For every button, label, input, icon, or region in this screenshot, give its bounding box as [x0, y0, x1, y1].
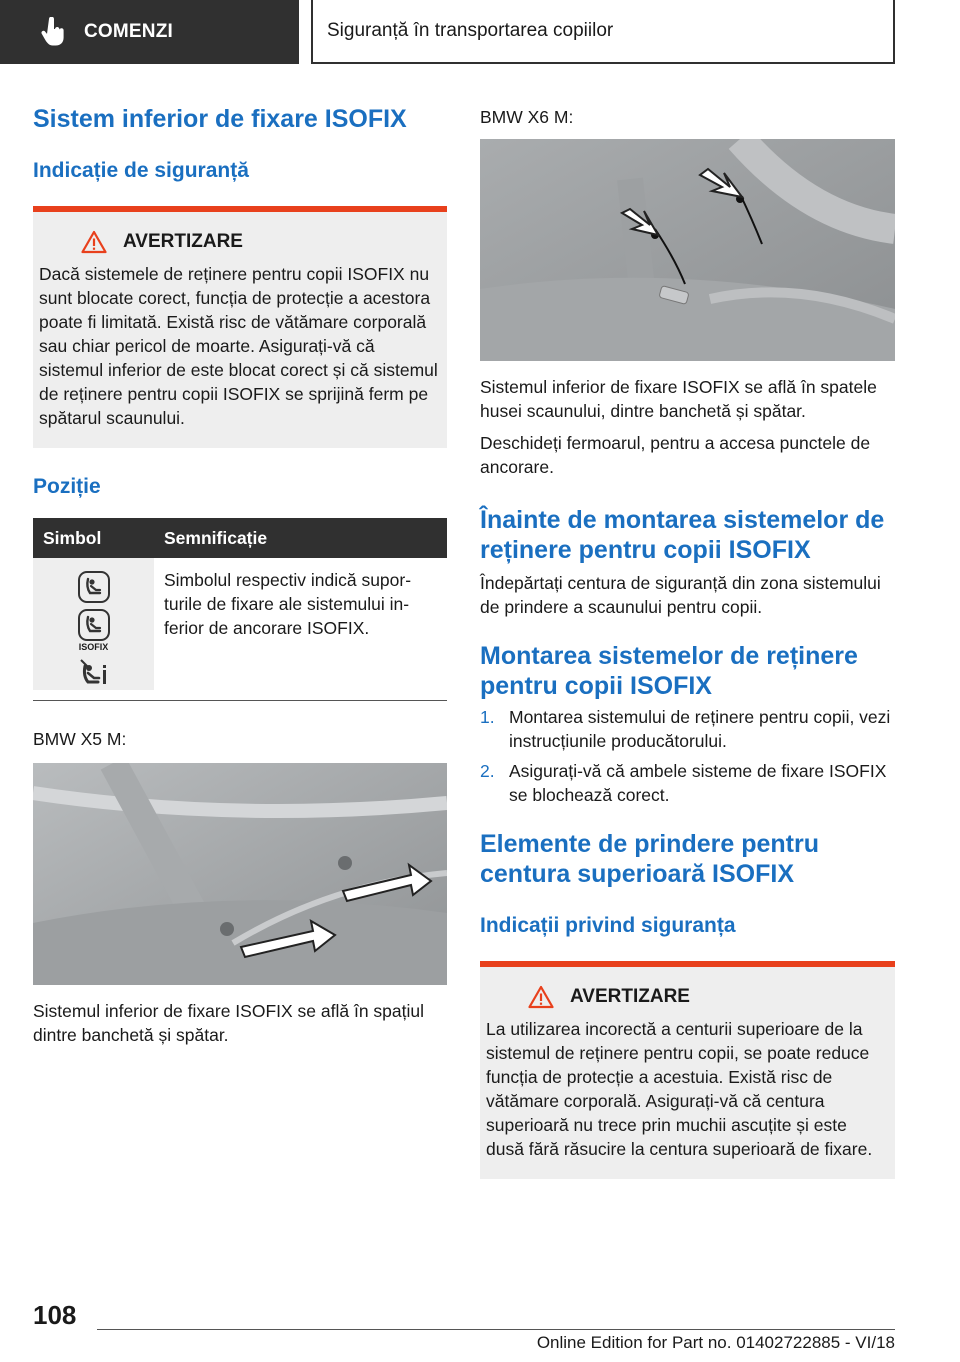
section-title-top-tether: Elemente de prindere pentru centura superioară ISOFIX: [480, 830, 819, 888]
chapter-tab[interactable]: [0, 0, 299, 64]
warning-label: AVERTIZARE: [123, 231, 243, 252]
step-number: 1.: [480, 707, 495, 727]
step-number: 2.: [480, 761, 495, 781]
warning-triangle-icon: [81, 230, 107, 254]
isofix-seat-icon: [77, 570, 111, 604]
warning-label: AVERTIZARE: [570, 986, 690, 1007]
warning-box: [33, 206, 447, 448]
warning-header: [528, 985, 889, 1009]
footer-rule: [97, 1329, 895, 1330]
step-text: Montarea sistemului de reținere pentru copii, vezi instrucțiunile producătorului.: [509, 707, 891, 751]
list-item: [480, 705, 895, 753]
section-title-mounting: Montarea sistemelor de reținere pentru copii ISOFIX: [480, 642, 858, 700]
section-title-before-mounting: Înainte de montarea sistemelor de reținere pentru copii ISOFIX: [480, 506, 885, 564]
edition-text: Online Edition for Part no. 01402722885 - VI/18: [536, 1333, 895, 1352]
x5-isofix-photo: [33, 763, 447, 985]
symbol-cell: [33, 558, 154, 690]
subsection-title-safety: Indicație de siguranță: [33, 159, 249, 182]
warning-triangle-icon: [528, 985, 554, 1009]
meaning-cell: Simbolul respectiv indică suporturile de fixare ale sistemului inferior de ancorare ISOFIX.: [164, 570, 412, 638]
warning-text: Dacă sistemele de reținere pentru copii ISOFIX nu sunt blocate corect, funcția de protecție a acestora poate fi limitată. Există risc de vătămare corporală sau chiar pericol de moarte. Asigurați-vă că sistemul inferior de este blocat corect și că sistemul de reținere pentru copii ISOFIX se sprijină ferm pe spătarul scaunului.: [39, 264, 438, 428]
subsection-title-safety-2: Indicații privind siguranța: [480, 914, 736, 937]
table-divider: [33, 700, 447, 701]
x6-caption-1: Sistemul inferior de fixare ISOFIX se află în spatele husei scaunului, dintre banchetă și spătar.: [480, 377, 877, 421]
before-mounting-text: Îndepărtați centura de siguranță din zona sistemului de prindere a scaunului pentru copii.: [480, 573, 881, 617]
list-item: [480, 759, 895, 807]
x6-isofix-photo: [480, 139, 895, 361]
chapter-tab-label: COMENZI: [84, 21, 174, 42]
warning-box-2: [480, 961, 895, 1179]
chapter-title: Siguranță în transportarea copiilor: [311, 0, 895, 64]
warning-text: La utilizarea incorectă a centurii superioare de la sistemul de reținere pentru copii, se poate reduce funcția de protecție a acestuia. Există risc de vătămare corporală. Asigurați-vă că centura superioară nu trece prin muchii ascuțite și este dusă fără răsucire la centura superioară de fixare.: [486, 1019, 873, 1159]
right-column: [480, 96, 895, 1179]
symbol-table: [33, 518, 447, 690]
section-title-isofix: Sistem inferior de fixare ISOFIX: [33, 105, 407, 133]
table-header-symbol: Simbol: [33, 518, 154, 558]
step-text: Asigurați-vă că ambele sisteme de fixare ISOFIX se blochează corect.: [509, 761, 887, 805]
hand-pointer-icon: [40, 17, 66, 47]
page-number: 108: [33, 1300, 77, 1330]
isofix-seat-label-icon: [77, 608, 111, 642]
warning-header: [81, 230, 441, 254]
table-header-meaning: Semnificație: [154, 518, 447, 558]
subsection-title-position: Poziție: [33, 475, 101, 498]
x5-label: BMW X5 M:: [33, 729, 127, 749]
x6-label: BMW X6 M:: [480, 107, 574, 127]
mounting-steps: [480, 705, 895, 807]
left-column: [33, 96, 447, 1047]
x5-caption: Sistemul inferior de fixare ISOFIX se află în spațiul dintre banchetă și spătar.: [33, 1001, 424, 1045]
x6-caption-2: Deschideți fermoarul, pentru a accesa punctele de ancorare.: [480, 433, 871, 477]
isofix-info-icon: [77, 656, 111, 690]
table-row: [33, 558, 447, 690]
isofix-icon-label: ISOFIX: [78, 642, 109, 652]
